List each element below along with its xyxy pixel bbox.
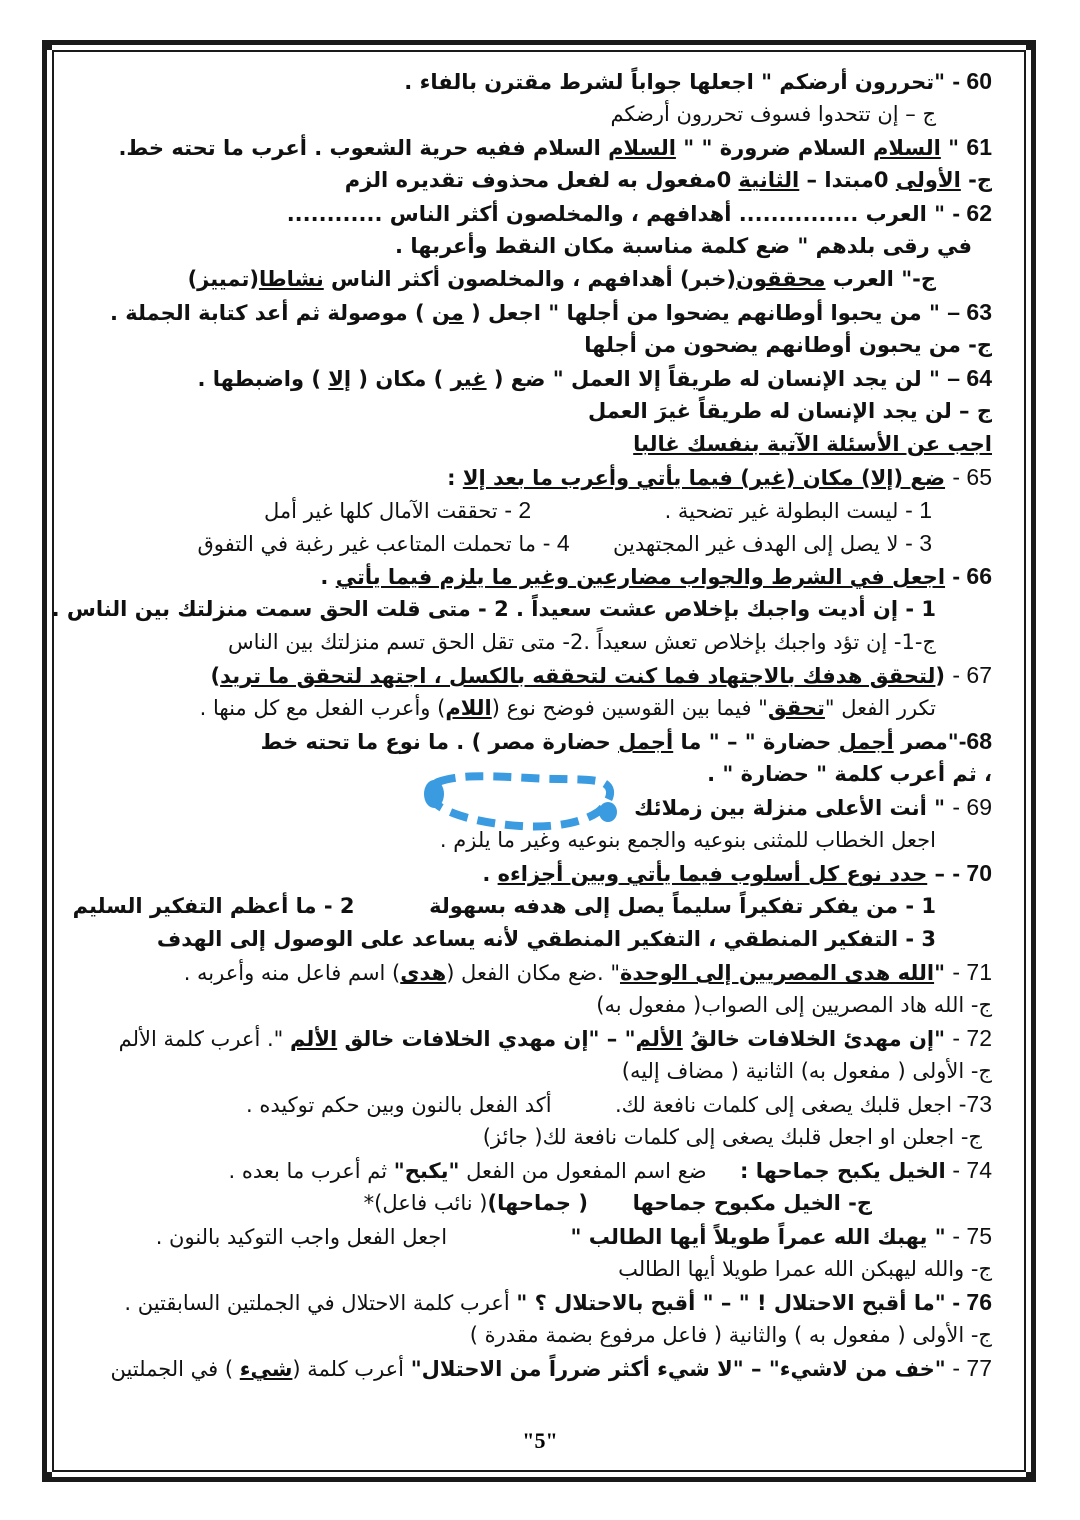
question-61: 61 " السلام السلام ضرورة " " السلام السلام ففيه حرية الشعوب . أعرب ما تحته خط. xyxy=(118,134,992,160)
question-67: 67 - (لتحقق هدفك بالاجتهاد فما كنت لتحققه بالكسل ، اجتهد لتحقق ما تريد) xyxy=(210,662,992,688)
question-62: 62 - " العرب ............... أهدافهم ، والمخلصون أكثر الناس ............ xyxy=(286,200,992,226)
question-77: 77 - "خف من لاشيء" – "لا شيء أكثر ضرراً من الاحتلال" أعرب كلمة (شيء ) في الجملتين xyxy=(110,1355,992,1381)
answer-62: ج-" العرب محققون(خبر) أهدافهم ، والمخلصون أكثر الناس نشاطا(تمييز) xyxy=(187,267,936,291)
question-63: 63 – " من يحبوا أوطانهم يضحوا من أجلها " اجعل ( من ) موصولة ثم أعد كتابة الجملة . xyxy=(109,299,992,325)
answer-73: ج- اجعلن او اجعل قلبك يصغى إلى كلمات نافعة لك( جائز) xyxy=(482,1125,982,1149)
border-corner xyxy=(1026,40,1036,50)
answer-75: ج- والله ليهبكن الله عمرا طويلا أيها الطالب xyxy=(618,1257,992,1281)
question-66: 66 - اجعل في الشرط والجواب مضارعين وغير ما يلزم فيما يأتي . xyxy=(320,563,992,589)
border-corner xyxy=(42,40,52,50)
answer-61: ج- الأولى 0مبتدا – الثانية 0مفعول به لفعل محذوف تقديره الزم xyxy=(344,168,992,192)
question-69-instruction: اجعل الخطاب للمثنى بنوعيه والجمع بنوعيه وغير ما يلزم . xyxy=(439,828,936,852)
answer-72: ج- الأولى ( مفعول به) الثانية ( مضاف إليه) xyxy=(621,1059,992,1083)
answer-74: ج- الخيل مكبوح جماحها ( جماحها)( نائب فاعل)* xyxy=(363,1191,872,1215)
border-corner xyxy=(42,1472,52,1482)
question-71: 71 - "الله هدى المصريين إلى الوحدة" .ضع مكان الفعل (هدى) اسم فاعل منه وأعربه . xyxy=(183,959,992,985)
question-65: 65 - ضع (إلا) مكان (غير) فيما يأتي وأعرب ما بعد إلا : xyxy=(447,464,992,490)
section-heading: اجب عن الأسئلة الآتية بنفسك غالبا xyxy=(633,432,992,456)
question-67-instruction: تكرر الفعل "تحقق" فيما بين القوسين فوضح نوع (اللام) وأعرب الفعل مع كل منها . xyxy=(199,696,936,720)
question-66-items: 1 - إن أديت واجبك بإخلاص عشت سعيداً . 2 - متى قلت الحق سمت منزلتك بين الناس . xyxy=(51,597,936,621)
question-70: 70 - – حدد نوع كل أسلوب فيما يأتي وبين أجزاءه . xyxy=(482,860,992,886)
question-73: 73- اجعل قلبك يصغى إلى كلمات نافعة لك. أكد الفعل بالنون وبين حكم توكيده . xyxy=(245,1091,992,1117)
answer-63: ج- من يحبون أوطانهم يضحون من أجلها xyxy=(584,333,992,357)
answer-60: ج – إن تتحدوا فسوف تحررون أرضكم xyxy=(610,102,936,126)
answer-71: ج- الله هاد المصريين إلى الصواب( مفعول به) xyxy=(596,993,992,1017)
page-number: "5" xyxy=(522,1428,558,1453)
question-65-items-3-4: 3 - لا يصل إلى الهدف غير المجتهدين 4 - ما تحملت المتاعب غير رغبة في التفوق xyxy=(197,530,932,556)
question-74: 74 - الخيل يكبح جماحها : ضع اسم المفعول من الفعل "يكبح" ثم أعرب ما بعده . xyxy=(228,1157,992,1183)
blue-scribble-mark xyxy=(420,768,620,834)
question-76: 76 - "ما أقبح الاحتلال ! " – " أقبح بالاحتلال ؟ " أعرب كلمة الاحتلال في الجملتين السابقتين . xyxy=(124,1289,992,1315)
question-75: 75 - " يهبك الله عمراً طويلاً أيها الطالب " اجعل الفعل واجب التوكيد بالنون . xyxy=(155,1223,992,1249)
question-65-items-1-2: 1 - ليست البطولة غير تضحية . 2 - تحققت الآمال كلها غير أمل xyxy=(264,497,932,523)
question-62-continued: في رقى بلدهم " ضع كلمة مناسبة مكان النقط وأعربها . xyxy=(395,234,972,258)
border-corner xyxy=(1026,1472,1036,1482)
question-60: 60 - "تحررون أرضكم " اجعلها جواباً لشرط مقترن بالفاء . xyxy=(404,68,992,94)
question-68-continued: ، ثم أعرب كلمة " حضارة " . xyxy=(707,762,992,786)
answer-66: ج-1- إن تؤد واجبك بإخلاص تعش سعيداً .2- متى تقل الحق تسم منزلتك بين الناس xyxy=(228,630,936,654)
question-70-items-1-2: 1 - من يفكر تفكيراً سليماً يصل إلى هدفه بسهولة 2 - ما أعظم التفكير السليم xyxy=(72,894,936,918)
question-70-item-3: 3 - التفكير المنطقي ، التفكير المنطقي لأنه يساعد على الوصول إلى الهدف xyxy=(156,927,936,951)
question-69: 69 - " أنت الأعلى منزلة بين زملائك xyxy=(634,794,992,820)
answer-76: ج- الأولى ( مفعول به ) والثانية ( فاعل مرفوع بضمة مقدرة ) xyxy=(469,1323,992,1347)
question-68: 68-"مصر أجمل حضارة " – " ما أجمل حضارة مصر ) . ما نوع ما تحته خط xyxy=(260,728,992,754)
answer-64: ج – لن يجد الإنسان له طريقاً غيرَ العمل xyxy=(587,399,992,423)
question-64: 64 – " لن يجد الإنسان له طريقاً إلا العمل " ضع ( غير ) مكان ( إلا ) واضبطها . xyxy=(197,365,992,391)
question-72: 72 - "إن مهدئ الخلافات خالقُ الألم" – "إن مهدي الخلافات خالق الألم ". أعرب كلمة الألم xyxy=(118,1025,992,1051)
